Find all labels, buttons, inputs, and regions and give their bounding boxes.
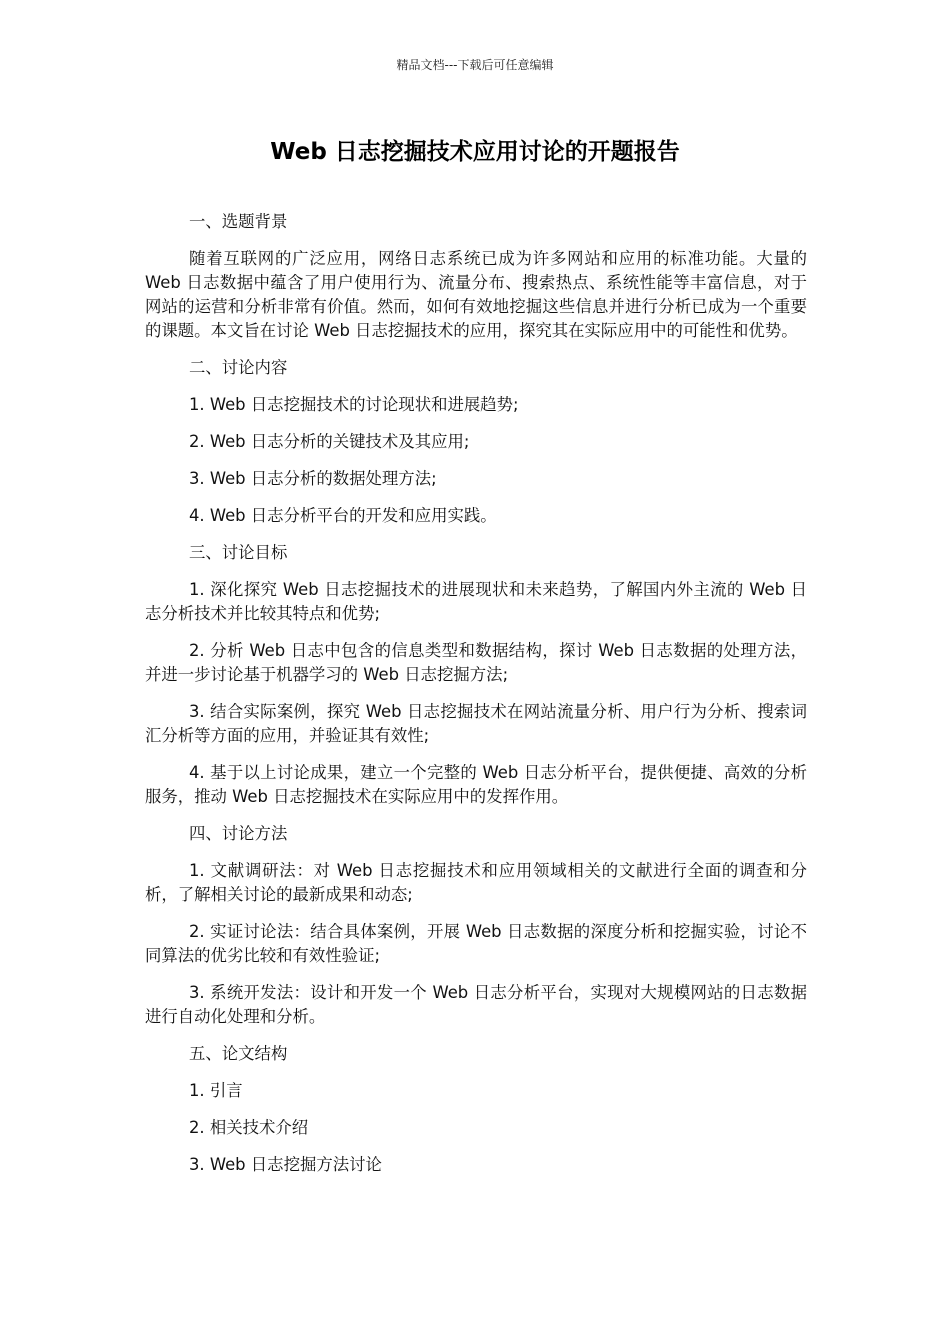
structure-item-1: 1. 引言 <box>189 1081 243 1100</box>
method-item-3: 3. 系统开发法：设计和开发一个 Web 日志分析平台，实现对大规模网站的日志数据进行自动化处理和分析。 <box>145 983 807 1026</box>
section-heading-methods: 四、讨论方法 <box>189 824 288 843</box>
page-header-note: 精品文档---下载后可任意编辑 <box>396 58 554 72</box>
document-title: Web 日志挖掘技术应用讨论的开题报告 <box>270 139 680 165</box>
method-item-1: 1. 文献调研法：对 Web 日志挖掘技术和应用领域相关的文献进行全面的调查和分析，了解相关讨论的最新成果和动态; <box>145 861 807 904</box>
section-heading-background: 一、选题背景 <box>189 212 288 231</box>
goal-item-2: 2. 分析 Web 日志中包含的信息类型和数据结构，探讨 Web 日志数据的处理方法，并进一步讨论基于机器学习的 Web 日志挖掘方法; <box>145 641 807 684</box>
content-item-4: 4. Web 日志分析平台的开发和应用实践。 <box>189 506 497 525</box>
content-item-1: 1. Web 日志挖掘技术的讨论现状和进展趋势; <box>189 395 519 414</box>
content-item-2: 2. Web 日志分析的关键技术及其应用; <box>189 432 470 451</box>
background-paragraph: 随着互联网的广泛应用，网络日志系统已成为许多网站和应用的标准功能。大量的 Web 日志数据中蕴含了用户使用行为、流量分布、搜索热点、系统性能等丰富信息，对于网站的运营和分析非常有价值。然而，如何有效地挖掘这些信息并进行分析已成为一个重要的课题。本文旨在讨论 Web 日志挖掘技术的应用，探究其在实际应用中的可能性和优势。 <box>145 249 807 340</box>
section-heading-structure: 五、论文结构 <box>189 1044 288 1063</box>
structure-item-2: 2. 相关技术介绍 <box>189 1118 309 1137</box>
section-heading-content: 二、讨论内容 <box>189 358 288 377</box>
goal-item-4: 4. 基于以上讨论成果，建立一个完整的 Web 日志分析平台，提供便捷、高效的分析服务，推动 Web 日志挖掘技术在实际应用中的发挥作用。 <box>145 763 807 806</box>
section-heading-goals: 三、讨论目标 <box>189 543 288 562</box>
document-body <box>145 210 807 1190</box>
goal-item-3: 3. 结合实际案例，探究 Web 日志挖掘技术在网站流量分析、用户行为分析、搜索词汇分析等方面的应用，并验证其有效性; <box>145 702 807 745</box>
structure-item-3: 3. Web 日志挖掘方法讨论 <box>189 1155 382 1174</box>
content-item-3: 3. Web 日志分析的数据处理方法; <box>189 469 437 488</box>
method-item-2: 2. 实证讨论法：结合具体案例，开展 Web 日志数据的深度分析和挖掘实验，讨论不同算法的优劣比较和有效性验证; <box>145 922 807 965</box>
goal-item-1: 1. 深化探究 Web 日志挖掘技术的进展现状和未来趋势，了解国内外主流的 Web 日志分析技术并比较其特点和优势; <box>145 580 807 623</box>
